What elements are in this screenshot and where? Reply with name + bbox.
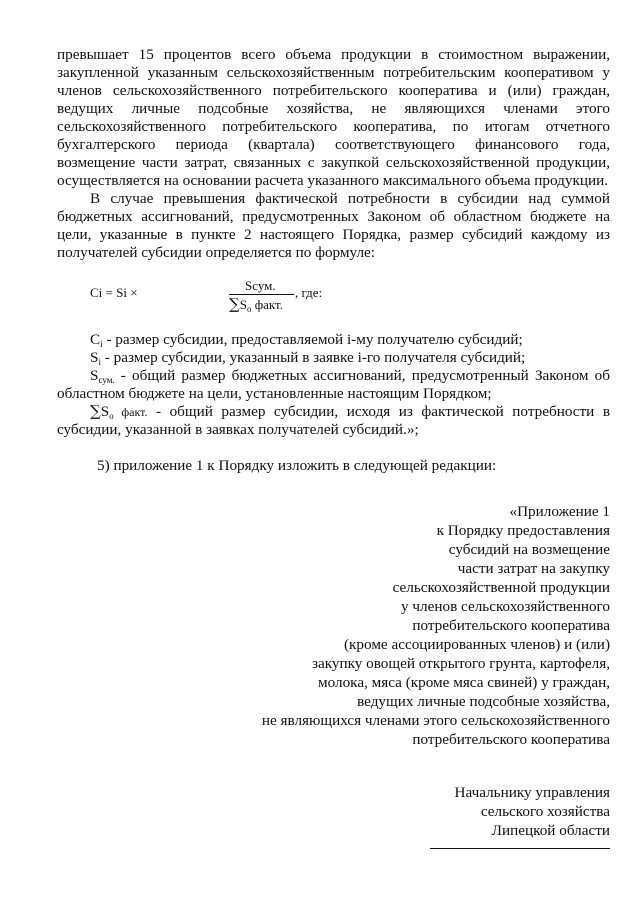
definition-ci: $C_i$ - размер субсидии, предоставляемой i-му получателю субсидий; bbox=[90, 331, 523, 349]
appendix-header-line: ведущих личные подсобные хозяйства, bbox=[357, 693, 610, 710]
appendix-header-line: (кроме ассоциированных членов) и (или) bbox=[343, 636, 610, 653]
signature-line bbox=[430, 848, 610, 849]
subsidy-formula bbox=[90, 277, 350, 313]
paragraph1-line: возмещение части затрат, связанных с закупкой сельскохозяйственной продукции, bbox=[57, 154, 610, 171]
definition-sigma-cont: субсидии, указанной в заявках получателей субсидий.»; bbox=[57, 421, 419, 438]
paragraph2-line: получателей субсидии определяется по формуле: bbox=[57, 244, 375, 261]
appendix-header-line: у членов сельскохозяйственного bbox=[401, 598, 610, 615]
appendix-header-line: молока, мяса (кроме мяса свиней) у граждан, bbox=[318, 674, 610, 691]
definition-ssum: $S_{сум.}$ - общий размер бюджетных ассигнований, предусмотренный Законом об bbox=[90, 367, 610, 385]
appendix-header-line: сельскохозяйственной продукции bbox=[392, 579, 610, 596]
appendix-header-line: потребительского кооператива bbox=[412, 617, 610, 634]
formula-suffix: , где: bbox=[295, 285, 323, 300]
appendix-header-line: потребительского кооператива bbox=[412, 731, 610, 748]
appendix-header-line: не являющихся членами этого сельскохозяйственного bbox=[261, 712, 610, 729]
formula-left: Ci = Si × bbox=[90, 285, 138, 300]
paragraph1-line: бухгалтерского периода (квартала) соответствующего финансового года, bbox=[57, 136, 610, 153]
addressee-line: Начальнику управления bbox=[454, 784, 610, 801]
paragraph2-line: бюджетных ассигнований, предусмотренных Законом об областном бюджете на bbox=[57, 208, 610, 225]
paragraph1-line: сельскохозяйственного потребительского кооператива, по итогам отчетного bbox=[57, 118, 610, 135]
appendix-header-line: части затрат на закупку bbox=[457, 560, 610, 577]
appendix-header-line: субсидий на возмещение bbox=[448, 541, 610, 558]
addressee-line: Липецкой области bbox=[491, 822, 610, 839]
paragraph1-line: осуществляется на основании расчета указанного максимального объема продукции. bbox=[57, 172, 609, 189]
formula-numerator: Sсум. bbox=[245, 278, 276, 293]
definition-si: $S_i$ - размер субсидии, указанный в заявке i-го получателя субсидий; bbox=[90, 349, 526, 367]
item-5: 5) приложение 1 к Порядку изложить в следующей редакции: bbox=[97, 457, 497, 474]
sigma-symbol: ∑ bbox=[229, 295, 240, 313]
appendix-header-line: к Порядку предоставления bbox=[436, 522, 610, 539]
paragraph2-line: В случае превышения фактической потребности в субсидии над суммой bbox=[90, 190, 610, 207]
formula-denominator: $\sum S_o$ факт. bbox=[229, 295, 283, 314]
addressee-line: сельского хозяйства bbox=[480, 803, 610, 820]
paragraph1-line: закупленной указанным сельскохозяйственным потребительским кооперативом у bbox=[57, 64, 610, 81]
definition-ssum-cont: областном бюджете на цели, установленные настоящим Порядком; bbox=[57, 385, 492, 402]
definition-sigma: $\sum S_o$ факт. - общий размер субсидии, исходя из фактической потребности в bbox=[90, 402, 610, 421]
appendix-header-line: «Приложение 1 bbox=[509, 503, 610, 520]
paragraph1-line: превышает 15 процентов всего объема продукции в стоимостном выражении, bbox=[57, 46, 610, 63]
appendix-header-line: закупку овощей открытого грунта, картофеля, bbox=[311, 655, 610, 672]
paragraph1-line: членов сельскохозяйственного потребительского кооператива и (или) граждан, bbox=[57, 82, 610, 99]
paragraph2-line: цели, указанные в пункте 2 настоящего Порядка, размер субсидий каждому из bbox=[57, 226, 610, 243]
paragraph1-line: ведущих личные подсобные хозяйства, не являющихся членами этого bbox=[57, 100, 610, 117]
